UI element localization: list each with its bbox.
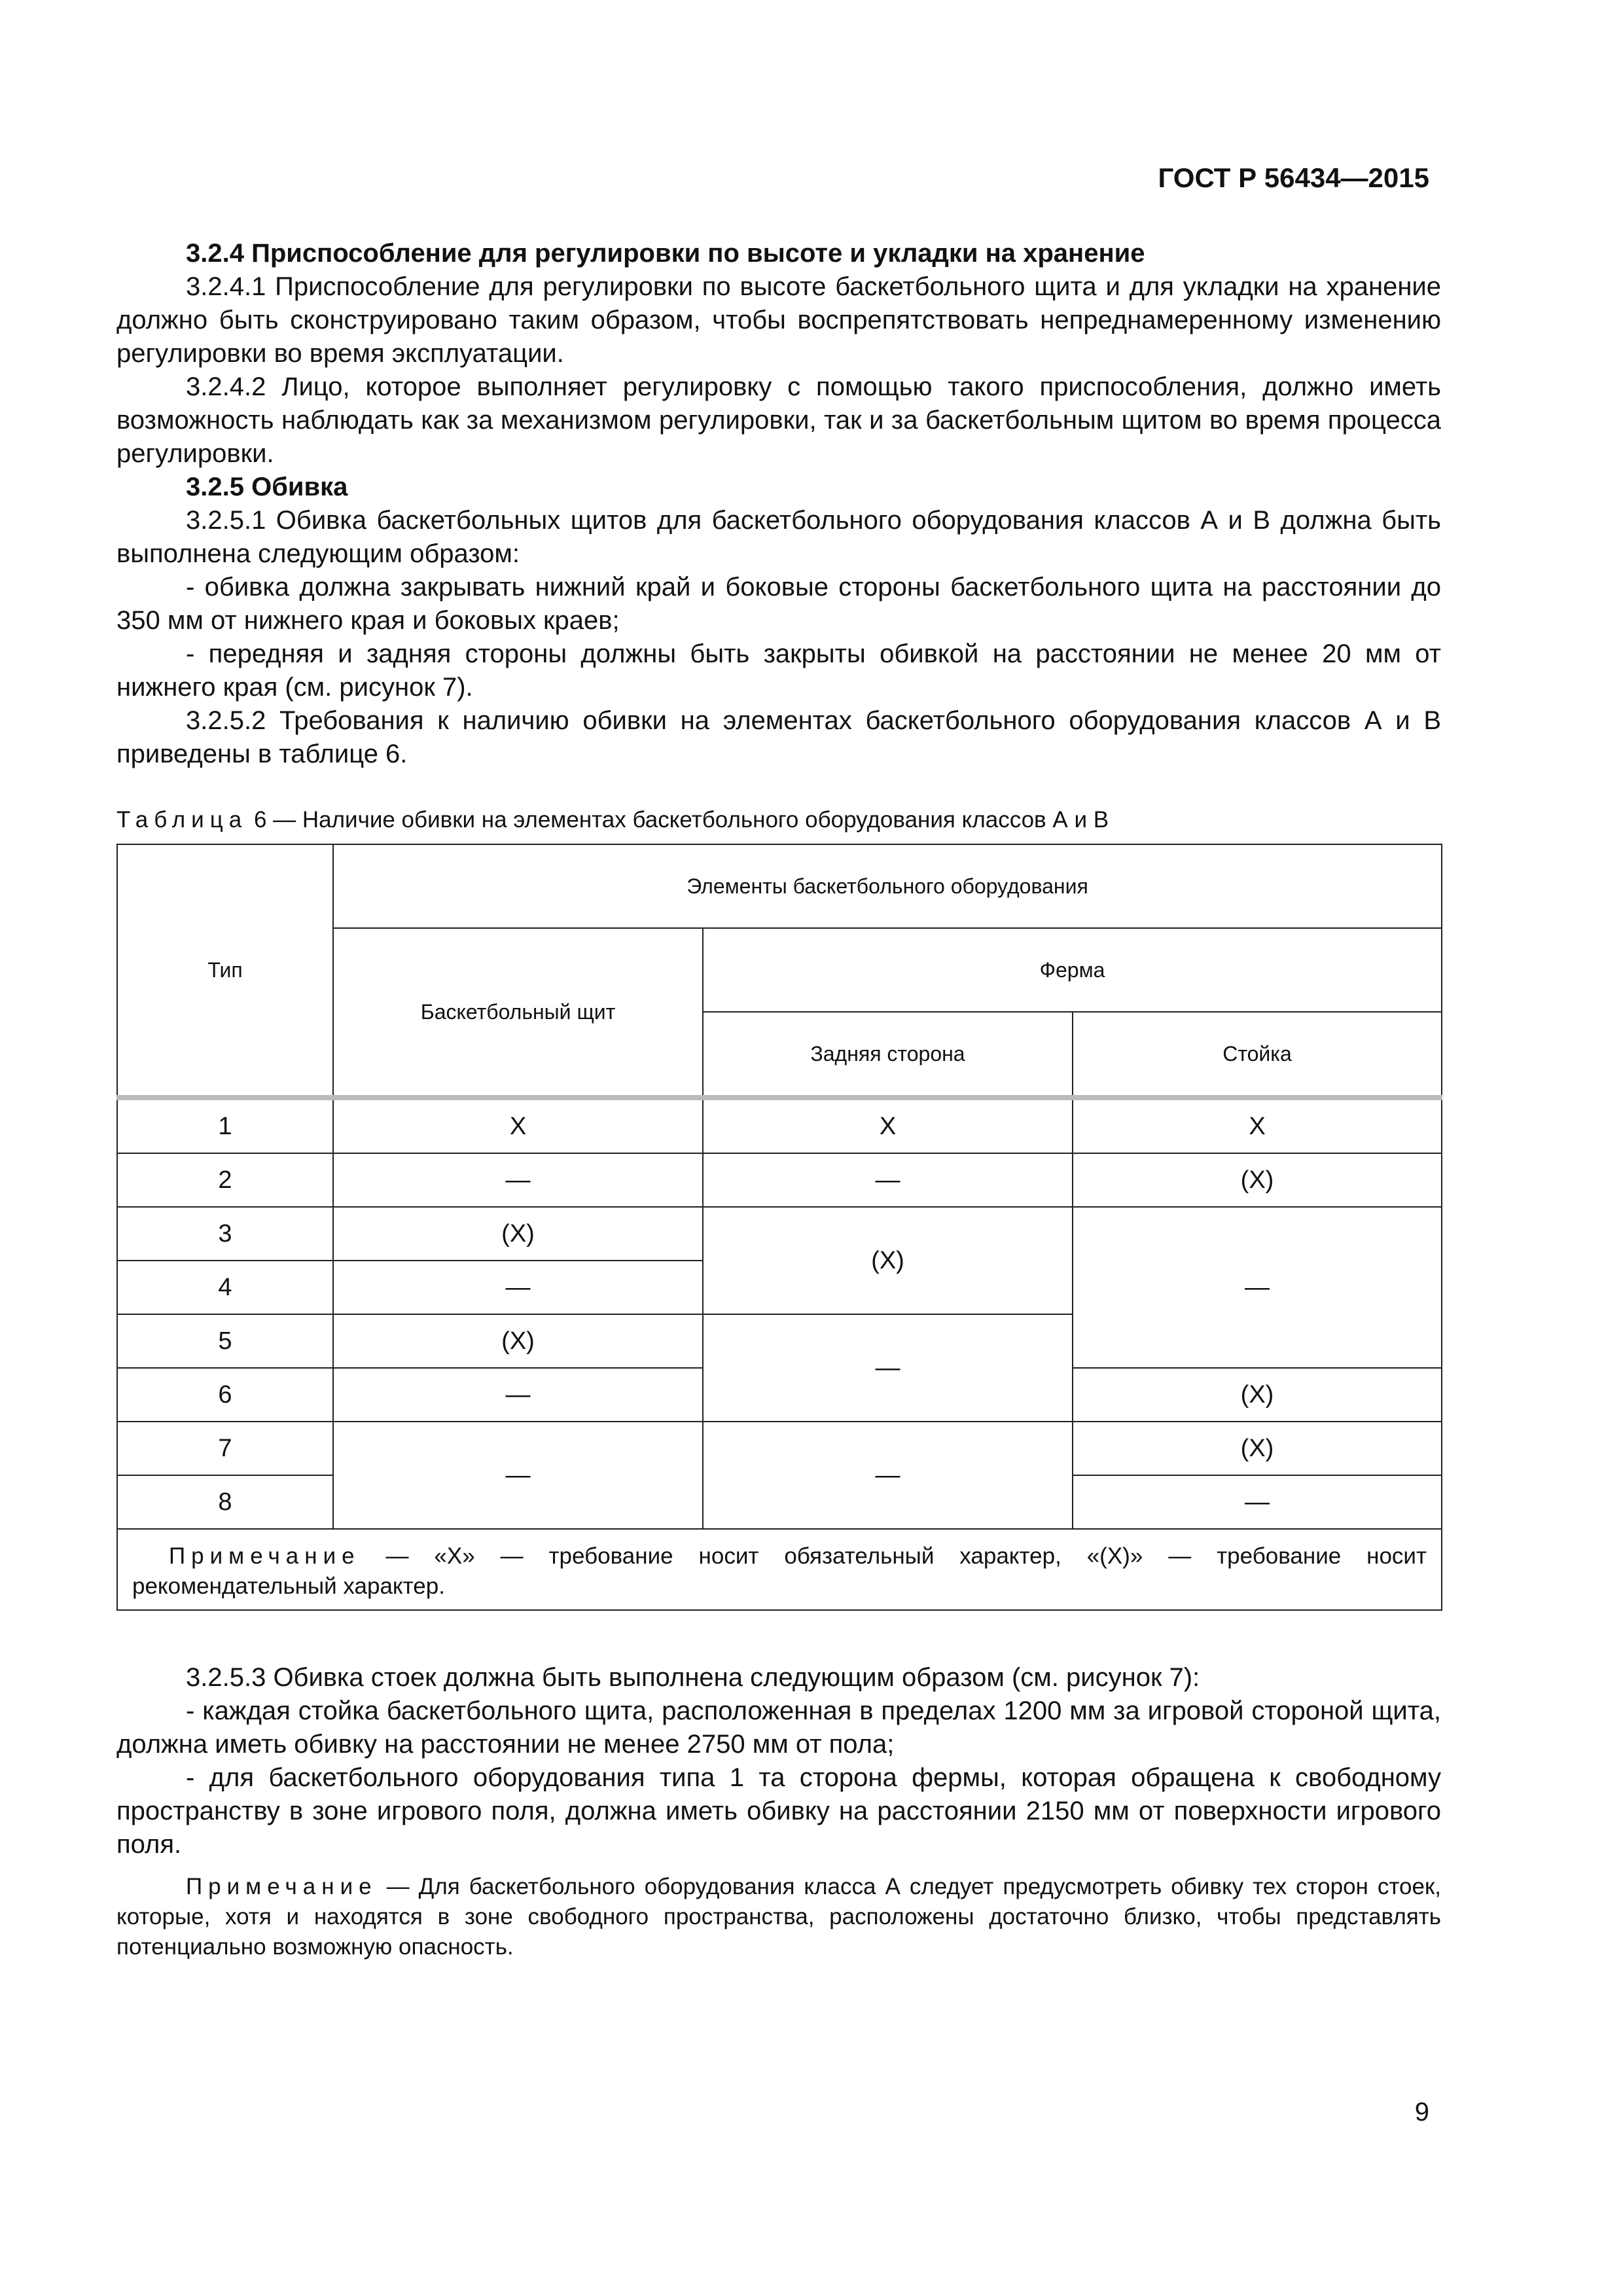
table-note: [117, 1529, 1442, 1610]
post-cell: (X): [1073, 1422, 1442, 1475]
list-item-upholstery-edges: - обивка должна закрывать нижний край и боковые стороны баскетбольного щита на расстоянии до 350 мм от нижнего края и боковых краев;: [116, 573, 1441, 635]
backboard-cell: (X): [333, 1207, 703, 1261]
post-cell: X: [1073, 1098, 1442, 1153]
section-note: [116, 1872, 1441, 1962]
section-3-2-5-title: 3.2.5 Обивка: [186, 473, 348, 501]
type-cell: 2: [117, 1153, 333, 1207]
type-cell: 8: [117, 1475, 333, 1529]
type-cell: 3: [117, 1207, 333, 1261]
section-3-2-4-title: 3.2.4 Приспособление для регулировки по высоте и укладки на хранение: [186, 239, 1145, 268]
back-side-cell: (X): [703, 1207, 1073, 1314]
backboard-cell: —: [333, 1153, 703, 1207]
paragraph-3-2-5-1: 3.2.5.1 Обивка баскетбольных щитов для баскетбольного оборудования классов А и В должна быть выполнена следующим образом:: [116, 506, 1441, 568]
backboard-cell: —: [333, 1422, 703, 1529]
type-cell: 7: [117, 1422, 333, 1475]
header-elements: Элементы баскетбольного оборудования: [333, 844, 1442, 928]
post-cell: (X): [1073, 1153, 1442, 1207]
table-6: [116, 844, 1442, 1611]
paragraph-3-2-4-1: 3.2.4.1 Приспособление для регулировки по высоте баскетбольного щита и для укладки на хранение должно быть сконструировано таким образом, чтобы воспрепятствовать непреднамеренному изменению регулировки во время эксплуатации.: [116, 272, 1441, 368]
back-side-cell: —: [703, 1314, 1073, 1422]
table-row: [117, 1207, 1442, 1261]
type-cell: 1: [117, 1098, 333, 1153]
backboard-cell: X: [333, 1098, 703, 1153]
table-caption-text: 6 — Наличие обивки на элементах баскетбольного оборудования классов А и В: [247, 807, 1109, 833]
type-cell: 6: [117, 1368, 333, 1422]
type-cell: 5: [117, 1314, 333, 1368]
back-side-cell: —: [703, 1153, 1073, 1207]
table-note-row: [117, 1529, 1442, 1610]
backboard-cell: (X): [333, 1314, 703, 1368]
header-truss: Ферма: [703, 928, 1442, 1012]
list-item-upholstery-sides: - передняя и задняя стороны должны быть закрыты обивкой на расстоянии не менее 20 мм от нижнего края (см. рисунок 7).: [116, 639, 1441, 702]
table-note-text: — «X» — требование носит обязательный характер, «(X)» — требование носит рекомендательный характер.: [132, 1543, 1427, 1599]
header-type: Тип: [117, 844, 333, 1098]
backboard-cell: —: [333, 1261, 703, 1314]
list-item-truss-upholstery: - для баскетбольного оборудования типа 1 та сторона фермы, которая обращена к свободному пространству в зоне игрового поля, должна иметь обивку на расстоянии 2150 мм от поверхности игрового поля.: [116, 1763, 1441, 1859]
table-note-label: Примечание: [169, 1543, 361, 1569]
table-row: [117, 1153, 1442, 1207]
document-header: ГОСТ Р 56434—2015: [1158, 162, 1429, 193]
back-side-cell: X: [703, 1098, 1073, 1153]
header-post: Стойка: [1073, 1012, 1442, 1098]
paragraph-3-2-5-3: 3.2.5.3 Обивка стоек должна быть выполнена следующим образом (см. рисунок 7):: [186, 1663, 1200, 1692]
section-3-2-5-3: [116, 1661, 1441, 1861]
post-cell: —: [1073, 1475, 1442, 1529]
table-row: [117, 1098, 1442, 1153]
section-note-label: Примечание: [186, 1874, 378, 1899]
section-3-2-4-3-2-5: [116, 237, 1441, 771]
header-backboard: Баскетбольный щит: [333, 928, 703, 1098]
back-side-cell: —: [703, 1422, 1073, 1529]
section-note-text: — Для баскетбольного оборудования класса А следует предусмотреть обивку тех сторон стоек, которые, хотя и находятся в зоне свободного пространства, расположены достаточно близко, чтобы представлять потенциально возможную опасность.: [116, 1874, 1441, 1960]
header-back-side: Задняя сторона: [703, 1012, 1073, 1098]
paragraph-3-2-5-2: 3.2.5.2 Требования к наличию обивки на элементах баскетбольного оборудования классов А и В приведены в таблице 6.: [116, 706, 1441, 768]
table-caption-label: Таблица: [116, 807, 248, 833]
page-number: 9: [1414, 2098, 1429, 2126]
paragraph-3-2-4-2: 3.2.4.2 Лицо, которое выполняет регулировку с помощью такого приспособления, должно иметь возможность наблюдать как за механизмом регулировки, так и за баскетбольным щитом во время процесса регулировки.: [116, 372, 1441, 468]
post-cell: (X): [1073, 1368, 1442, 1422]
type-cell: 4: [117, 1261, 333, 1314]
backboard-cell: —: [333, 1368, 703, 1422]
table-6-caption: [116, 807, 1109, 833]
list-item-post-upholstery: - каждая стойка баскетбольного щита, расположенная в пределах 1200 мм за игровой стороной щита, должна иметь обивку на расстоянии не менее 2750 мм от пола;: [116, 1696, 1441, 1759]
post-cell: —: [1073, 1207, 1442, 1368]
table-row: [117, 1422, 1442, 1475]
